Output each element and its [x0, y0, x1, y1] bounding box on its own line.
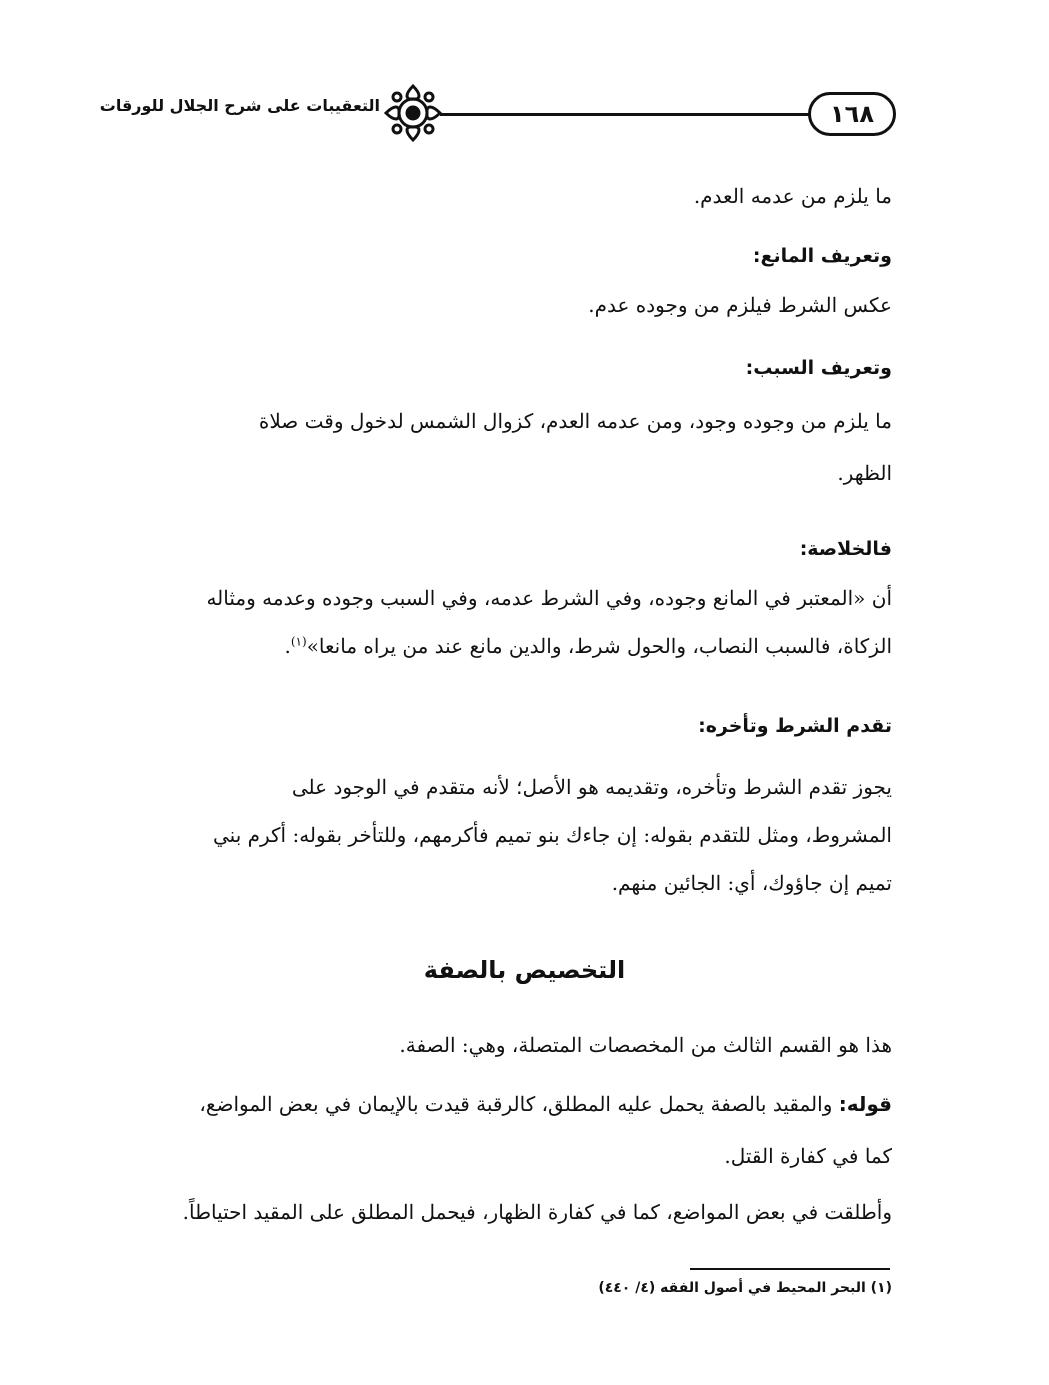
- text-segment: والمقيد بالصفة يحمل عليه المطلق، كالرقبة قيدت بالإيمان في بعض المواضع،: [199, 1092, 839, 1116]
- heading-sabab: وتعريف السبب:: [745, 357, 892, 379]
- heading-taqaddum: تقدم الشرط وتأخره:: [698, 715, 892, 737]
- section-title: التخصيص بالصفة: [423, 956, 626, 984]
- text-line: الظهر.: [837, 461, 892, 485]
- text-line: هذا هو القسم الثالث من المخصصات المتصلة، وهي: الصفة.: [399, 1033, 892, 1057]
- heading-mani: وتعريف المانع:: [752, 245, 892, 267]
- text-line: المشروط، ومثل للتقدم بقوله: إن جاءك بنو تميم فأكرمهم، وللتأخر بقوله: أكرم بني: [212, 823, 892, 847]
- header-rule: [440, 113, 809, 116]
- running-title: التعقيبات على شرح الجلال للورقات: [99, 96, 380, 115]
- text-line: عكس الشرط فيلزم من وجوده عدم.: [588, 293, 892, 317]
- heading-khulasa: فالخلاصة:: [799, 538, 892, 560]
- text-line: ما يلزم من وجوده وجود، ومن عدمه العدم، كزوال الشمس لدخول وقت صلاة: [258, 409, 892, 433]
- text-line: [140, 633, 892, 659]
- text-line: وأطلقت في بعض المواضع، كما في كفارة الظهار، فيحمل المطلق على المقيد احتياطاً.: [182, 1200, 892, 1224]
- footnote: (١) البحر المحيط في أصول الفقه (٤/ ٤٤٠): [598, 1280, 892, 1296]
- quote-text: الزكاة، فالسبب النصاب، والحول شرط، والدين مانع عند من يراه مانعا»: [306, 634, 892, 658]
- text-line: ما يلزم من عدمه العدم.: [693, 184, 892, 208]
- footnote-rule: [690, 1268, 890, 1270]
- qawluhu-label: قوله:: [838, 1092, 892, 1116]
- quote-end: .: [284, 634, 291, 658]
- ornament-icon: [383, 82, 443, 144]
- page-number: ١٦٨: [808, 92, 896, 136]
- text-line: كما في كفارة القتل.: [724, 1144, 892, 1168]
- text-line: يجوز تقدم الشرط وتأخره، وتقديمه هو الأصل؛ لأنه متقدم في الوجود على: [291, 775, 892, 799]
- text-line: [140, 1091, 892, 1117]
- text-line: تميم إن جاؤوك، أي: الجائين منهم.: [611, 871, 892, 895]
- footnote-ref: (١): [290, 634, 307, 649]
- text-line: أن «المعتبر في المانع وجوده، وفي الشرط عدمه، وفي السبب وجوده وعدمه ومثاله: [206, 586, 892, 610]
